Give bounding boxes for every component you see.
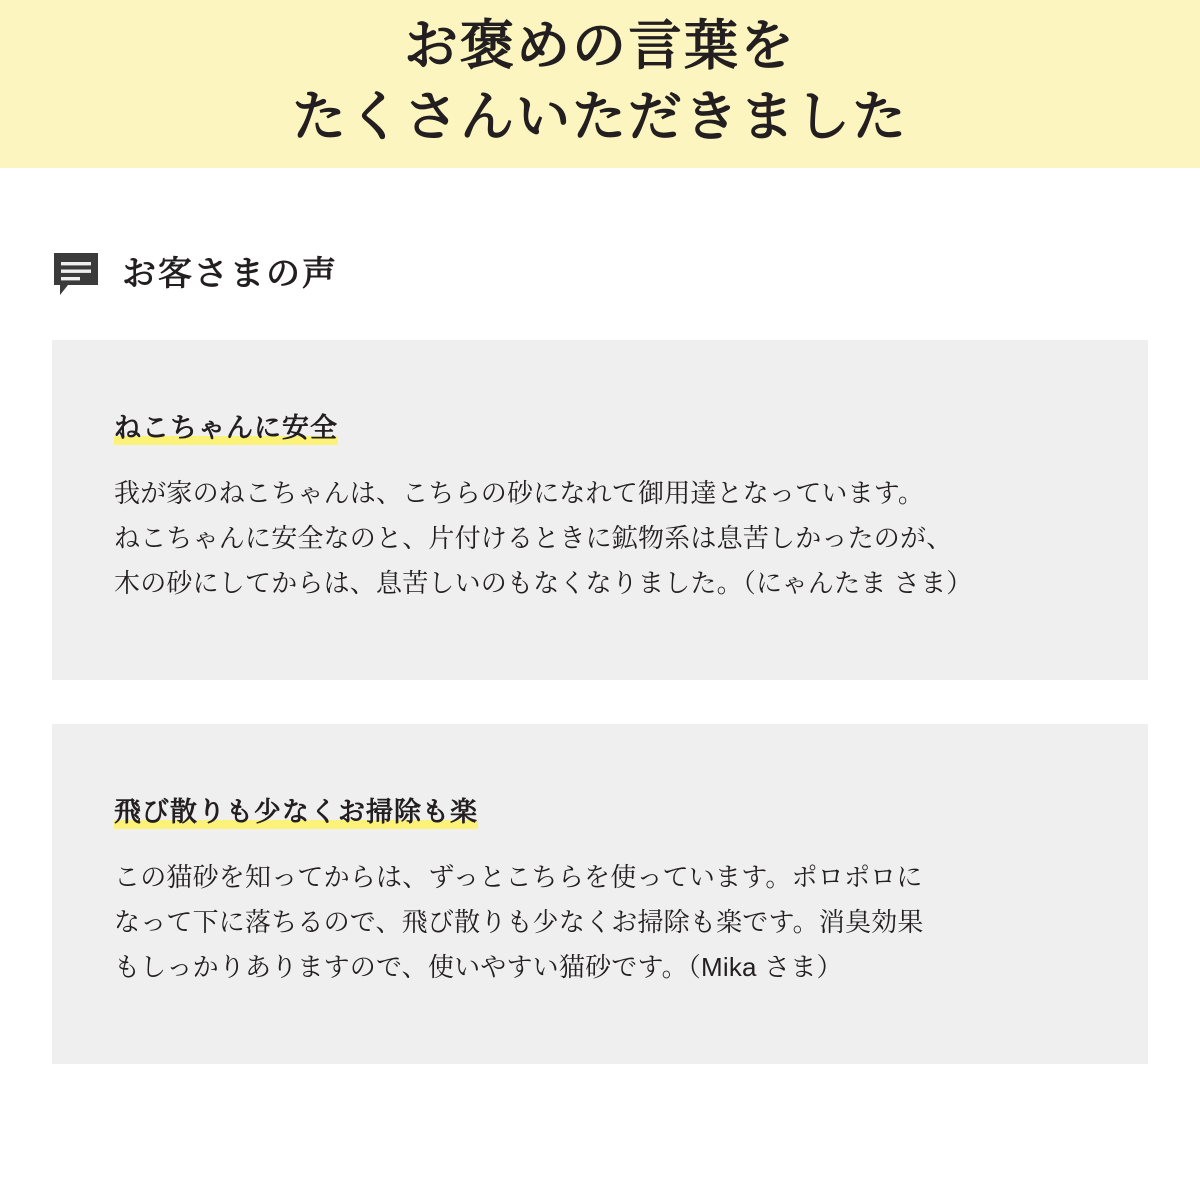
- review-title: 飛び散りも少なくお掃除も楽: [114, 797, 478, 827]
- review-list: [0, 340, 1200, 1064]
- review-body: [114, 855, 1086, 991]
- review-body: [114, 471, 1086, 607]
- review-body-line: なって下に落ちるので、飛び散りも少なくお掃除も楽です。消臭効果: [114, 906, 924, 937]
- review-body-line: 我が家のねこちゃんは、こちらの砂になれて御用達となっています。: [114, 477, 925, 508]
- header-banner: [0, 0, 1200, 168]
- section-heading: [52, 250, 1200, 298]
- review-title: ねこちゃんに安全: [114, 413, 338, 443]
- review-body-line: もしっかりありますので、使いやすい猫砂です。（Mika さま）: [114, 951, 843, 982]
- review-body-line: この猫砂を知ってからは、ずっとこちらを使っています。ポロポロに: [114, 861, 923, 892]
- speech-bubble-icon: [52, 250, 100, 298]
- section-title: お客さまの声: [122, 255, 338, 293]
- review-title-wrap: [114, 408, 1086, 449]
- review-body-line: ねこちゃんに安全なのと、片付けるときに鉱物系は息苦しかったのが、: [114, 522, 953, 553]
- review-body-line: 木の砂にしてからは、息苦しいのもなくなりました。（にゃんたま さま）: [114, 567, 973, 598]
- review-card: [52, 724, 1148, 1064]
- review-title-wrap: [114, 792, 1086, 833]
- banner-title-line-2: たくさんいただきました: [292, 87, 908, 147]
- banner-title-line-1: お褒めの言葉を: [404, 15, 796, 76]
- review-card: [52, 340, 1148, 680]
